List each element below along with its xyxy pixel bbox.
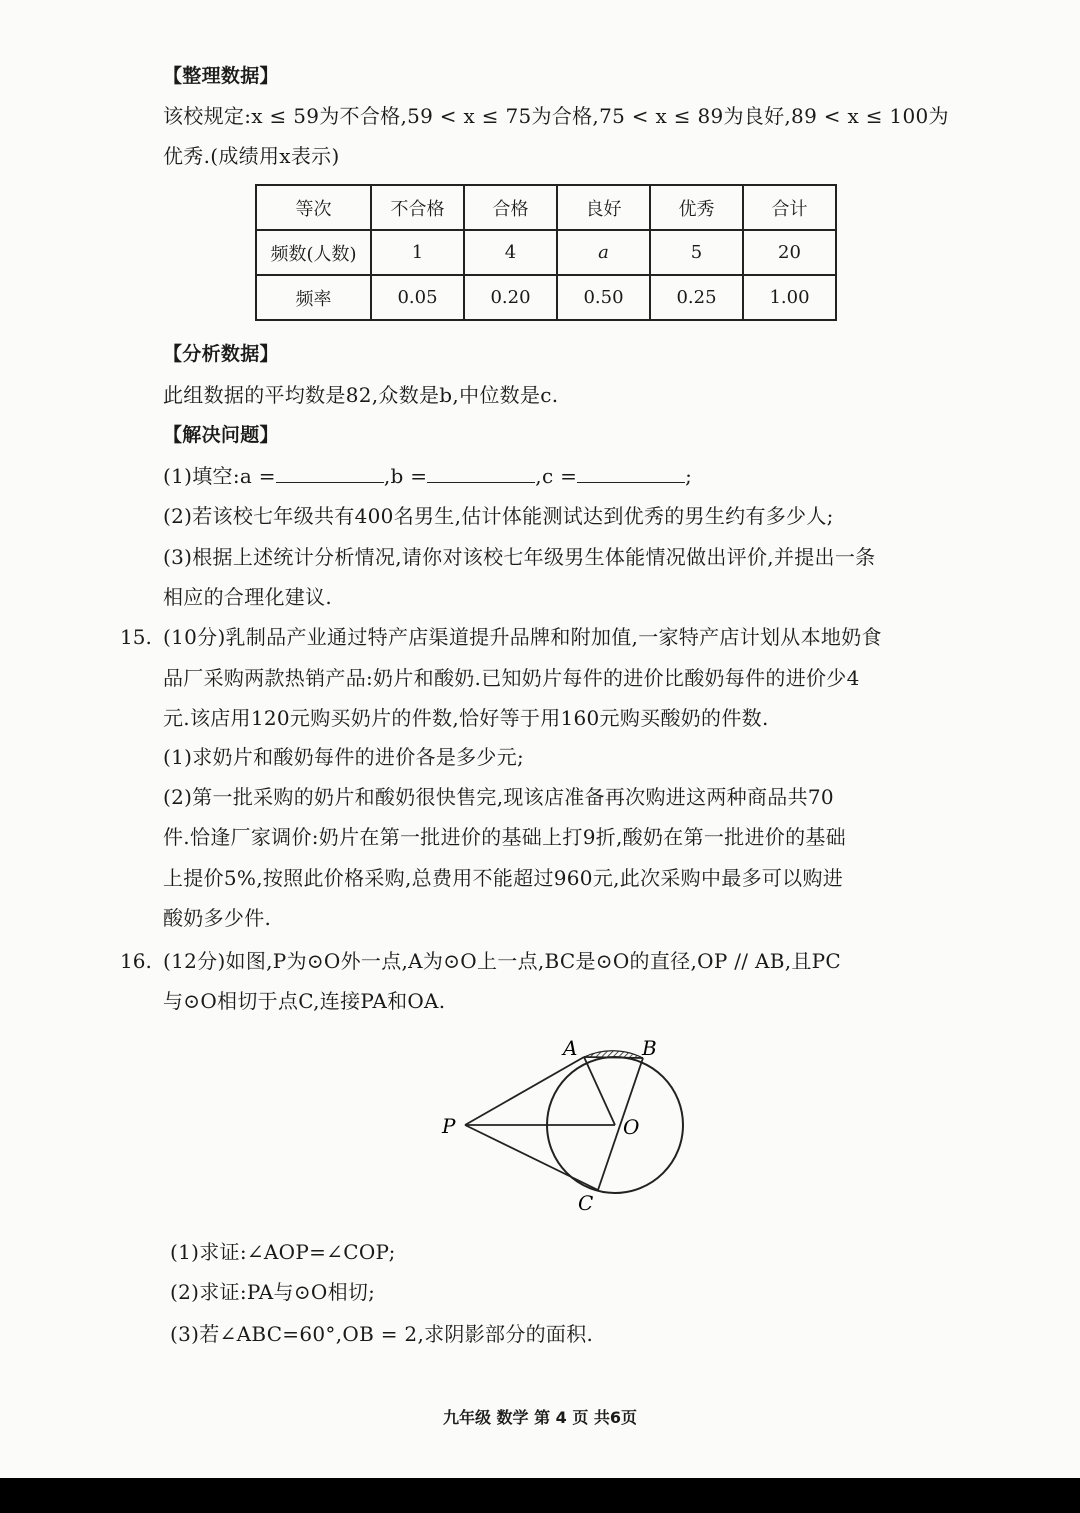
line-oa xyxy=(584,1057,615,1125)
label-point-a: A xyxy=(563,1036,578,1060)
table-cell: 合计 xyxy=(743,185,836,230)
label-point-o: O xyxy=(623,1115,640,1139)
table-cell: 0.05 xyxy=(371,275,464,320)
blank-c xyxy=(577,462,685,483)
q14-part1-fill-blanks xyxy=(163,462,692,490)
table-cell: 1 xyxy=(371,230,464,275)
q15-part2-line3: 上提价5%,按照此价格采购,总费用不能超过960元,此次采购中最多可以购进 xyxy=(163,866,844,890)
q15-part1: (1)求奶片和酸奶每件的进价各是多少元; xyxy=(163,745,525,769)
label-point-c: C xyxy=(578,1191,594,1215)
blank-b xyxy=(427,462,535,483)
section-solve-problem: 【解决问题】 xyxy=(163,424,279,446)
table-cell: 合格 xyxy=(464,185,557,230)
chord-ab xyxy=(584,1057,643,1058)
table-cell: 1.00 xyxy=(743,275,836,320)
label-a: (1)填空:a = xyxy=(163,464,276,488)
table-row xyxy=(256,275,836,320)
table-cell: 不合格 xyxy=(371,185,464,230)
q15-line3: 元.该店用120元购买奶片的件数,恰好等于用160元购买酸奶的件数. xyxy=(163,706,769,730)
grading-rule-line-1: 该校规定:x ≤ 59为不合格,59 < x ≤ 75为合格,75 < x ≤ 89为良好,89 < x ≤ 100为 xyxy=(163,104,949,128)
line-pa xyxy=(465,1057,584,1125)
q16-line2: 与⊙O相切于点C,连接PA和OA. xyxy=(163,989,446,1013)
section-organize-data: 【整理数据】 xyxy=(163,65,279,87)
label-c: ,c = xyxy=(535,464,578,488)
frequency-table xyxy=(255,184,837,321)
table-cell: 0.20 xyxy=(464,275,557,320)
q16-part1: (1)求证:∠AOP=∠COP; xyxy=(170,1240,396,1264)
page-footer: 九年级 数学 第 4 页 共6页 xyxy=(442,1408,638,1427)
table-cell: 频数(人数) xyxy=(256,230,371,275)
q15-part2-line1: (2)第一批采购的奶片和酸奶很快售完,现该店准备再次购进这两种商品共70 xyxy=(163,785,834,809)
q16-part2: (2)求证:PA与⊙O相切; xyxy=(170,1280,376,1304)
label-end: ; xyxy=(685,464,693,488)
q15-line1: (10分)乳制品产业通过特产店渠道提升品牌和附加值,一家特产店计划从本地奶食 xyxy=(163,625,882,649)
q15-part2-line4: 酸奶多少件. xyxy=(163,906,272,930)
table-row xyxy=(256,185,836,230)
q16-part3: (3)若∠ABC=60°,OB = 2,求阴影部分的面积. xyxy=(170,1322,594,1346)
q15-number: 15. xyxy=(120,625,152,649)
table-cell: 0.25 xyxy=(650,275,743,320)
table-cell: 等次 xyxy=(256,185,371,230)
blank-a xyxy=(276,462,384,483)
grading-rule-line-2: 优秀.(成绩用x表示) xyxy=(163,144,340,168)
line-pc xyxy=(465,1125,598,1190)
label-b: ,b = xyxy=(383,464,428,488)
q14-part3-line1: (3)根据上述统计分析情况,请你对该校七年级男生体能情况做出评价,并提出一条 xyxy=(163,545,876,569)
label-point-b: B xyxy=(642,1036,657,1060)
q14-part2: (2)若该校七年级共有400名男生,估计体能测试达到优秀的男生约有多少人; xyxy=(163,504,834,528)
q16-number: 16. xyxy=(120,949,152,973)
table-cell: a xyxy=(557,230,650,275)
table-cell: 4 xyxy=(464,230,557,275)
q14-part3-line2: 相应的合理化建议. xyxy=(163,585,333,609)
q15-part2-line2: 件.恰逢厂家调价:奶片在第一批进价的基础上打9折,酸奶在第一批进价的基础 xyxy=(163,825,846,849)
analysis-text: 此组数据的平均数是82,众数是b,中位数是c. xyxy=(163,383,559,407)
bottom-black-bar xyxy=(0,1478,1080,1513)
table-cell: 5 xyxy=(650,230,743,275)
section-analyze-data: 【分析数据】 xyxy=(163,343,279,365)
q15-line2: 品厂采购两款热销产品:奶片和酸奶.已知奶片每件的进价比酸奶每件的进价少4 xyxy=(163,666,860,690)
table-row xyxy=(256,230,836,275)
table-cell: 优秀 xyxy=(650,185,743,230)
label-point-p: P xyxy=(442,1114,456,1138)
table-cell: 良好 xyxy=(557,185,650,230)
geometry-figure xyxy=(430,1030,700,1220)
table-cell: 20 xyxy=(743,230,836,275)
q16-line1: (12分)如图,P为⊙O外一点,A为⊙O上一点,BC是⊙O的直径,OP // AB,且PC xyxy=(163,949,842,973)
table-cell: 0.50 xyxy=(557,275,650,320)
table-cell: 频率 xyxy=(256,275,371,320)
